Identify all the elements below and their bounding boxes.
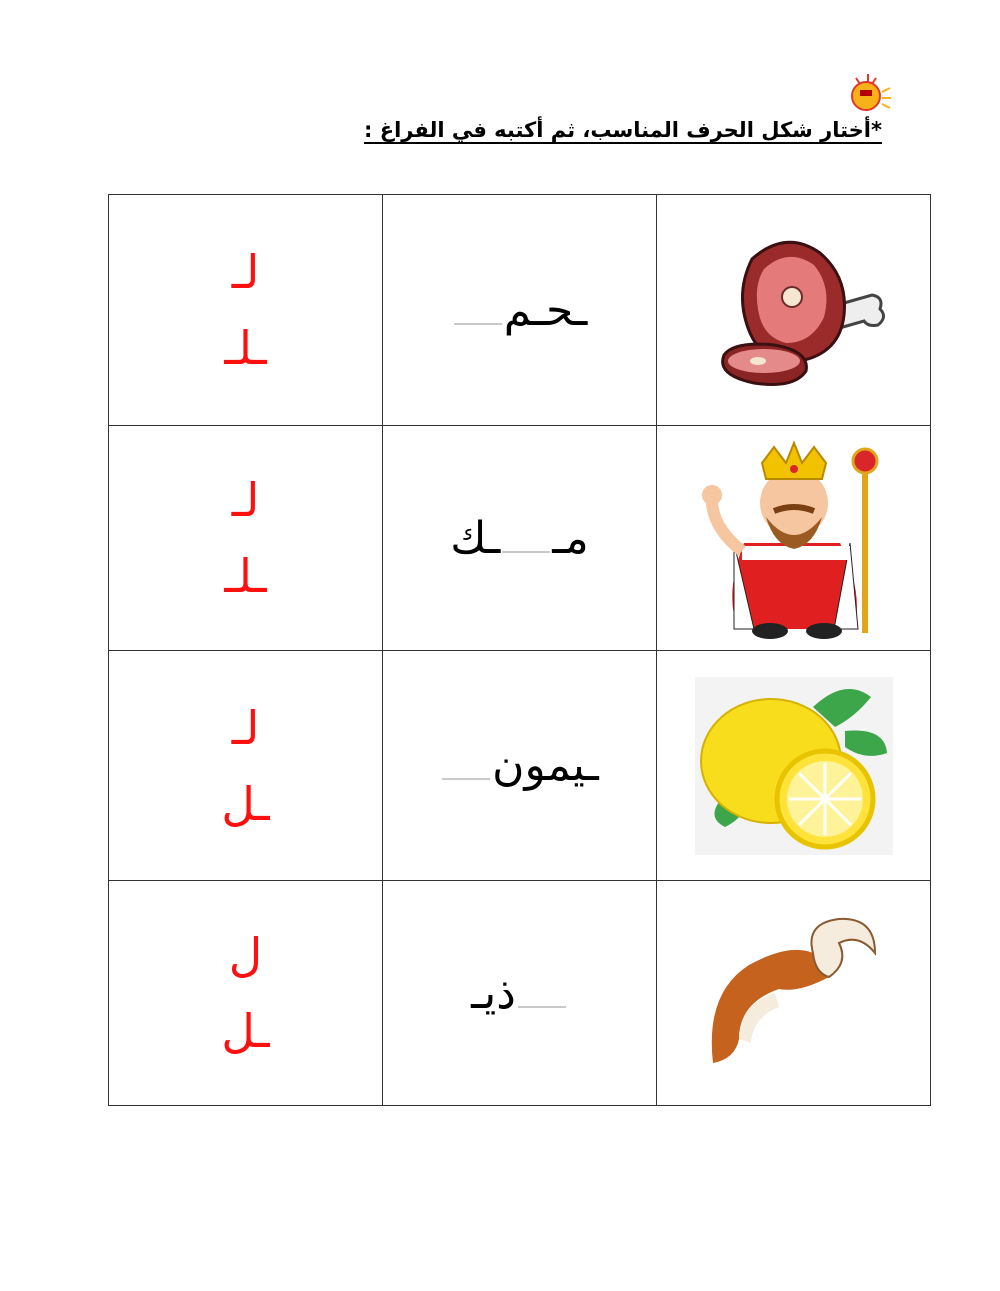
answer-blank[interactable] (502, 551, 550, 553)
incomplete-word (440, 740, 599, 791)
incomplete-word (452, 285, 587, 336)
word-cell (383, 195, 657, 426)
picture-cell (657, 426, 931, 651)
worksheet-table (108, 194, 931, 1106)
word-part-before: ذيـ (471, 967, 516, 1019)
choices-cell (109, 651, 383, 881)
letter-choice[interactable]: ـل (221, 776, 270, 831)
worksheet-row (109, 881, 931, 1106)
worksheet-logo-icon (846, 70, 892, 114)
incomplete-word (471, 968, 568, 1019)
incomplete-word (450, 513, 588, 564)
picture-cell (657, 881, 931, 1106)
letter-choice[interactable]: ل (228, 928, 263, 982)
letter-choice[interactable]: لـ (231, 700, 260, 755)
tail-icon (709, 913, 879, 1073)
picture-cell (657, 195, 931, 426)
choices-cell (109, 426, 383, 651)
word-part-after: ـيمون (492, 740, 599, 791)
worksheet-row (109, 426, 931, 651)
letter-choice[interactable]: ـلـ (224, 549, 267, 603)
letter-choice[interactable]: ـلـ (224, 321, 267, 375)
answer-blank[interactable] (442, 778, 490, 780)
letter-choice[interactable]: ـل (221, 1004, 270, 1058)
instruction-title: *أختار شكل الحرف المناسب، ثم أكتبه في الفراغ : (364, 118, 882, 142)
word-cell (383, 881, 657, 1106)
answer-blank[interactable] (454, 323, 502, 325)
choices-cell (109, 881, 383, 1106)
lemon-icon (695, 677, 893, 855)
letter-choice[interactable]: لـ (231, 245, 260, 299)
answer-blank[interactable] (518, 1006, 566, 1008)
word-part-after: ـحـم (503, 284, 588, 336)
word-part-before: مـ (552, 512, 589, 564)
word-cell (383, 651, 657, 881)
worksheet-row (109, 651, 931, 881)
meat-icon (694, 225, 894, 395)
word-part-after: ـك (450, 512, 501, 564)
picture-cell (657, 651, 931, 881)
worksheet-row (109, 195, 931, 426)
word-cell (383, 426, 657, 651)
king-icon (694, 433, 894, 643)
letter-choice[interactable]: لـ (231, 473, 260, 527)
choices-cell (109, 195, 383, 426)
